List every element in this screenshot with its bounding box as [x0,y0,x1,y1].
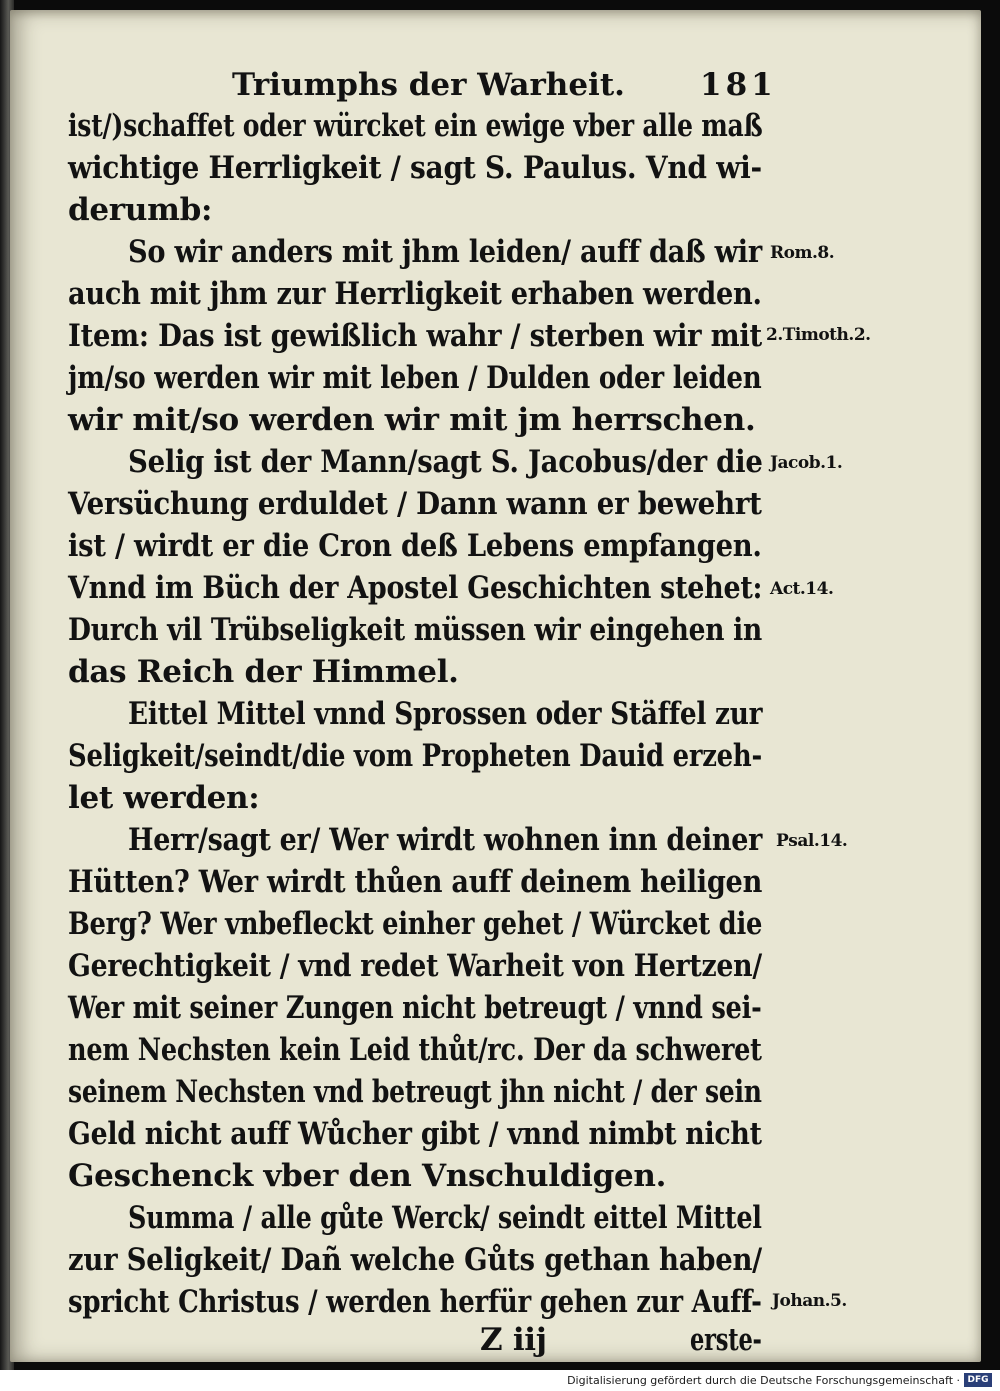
marginal-note: 2.Timoth.2. [766,325,871,345]
page-text-area [10,10,981,1362]
body-line: wir mit/so werden wir mit jm herrschen. [68,402,756,438]
marginal-note: Rom.8. [770,243,835,263]
body-line: auch mit jhm zur Herrligkeit erhaben werden. [68,276,762,312]
body-line: derumb: [68,192,213,228]
body-line: seinem Nechsten vnd betreugt jhn nicht / der sein [68,1074,762,1110]
body-line: nem Nechsten kein Leid thůt/rc. Der da schweret [68,1032,762,1068]
body-line: So wir anders mit jhm leiden/ auff daß wir [128,234,762,270]
body-line: Durch vil Trübseligkeit müssen wir eingehen in [68,612,762,648]
footer-bar [0,1370,1000,1391]
body-line: ist/)schaffet oder würcket ein ewige vber alle maß [68,108,763,144]
body-line: Vnnd im Büch der Apostel Geschichten stehet: [68,570,763,606]
dfg-logo: DFG [964,1373,992,1387]
marginal-note: Act.14. [770,579,834,599]
body-line: Geld nicht auff Wůcher gibt / vnnd nimbt nicht [68,1116,762,1152]
body-line: Herr/sagt er/ Wer wirdt wohnen inn deiner [128,822,763,858]
body-line: spricht Christus / werden herfür gehen zur Auff- [68,1284,762,1320]
body-line: ist / wirdt er die Cron deß Lebens empfangen. [68,528,762,564]
body-line: Item: Das ist gewißlich wahr / sterben wir mit [68,318,762,354]
body-line: Selig ist der Mann/sagt S. Jacobus/der die [128,444,763,480]
marginal-note: Jacob.1. [770,453,843,473]
body-line: Hütten? Wer wirdt thůen auff deinem heiligen [68,864,763,900]
body-line: wichtige Herrligkeit / sagt S. Paulus. Vnd wi- [68,150,762,186]
body-line: Gerechtigkeit / vnd redet Warheit von Hertzen/ [68,948,762,984]
body-line: jm/so werden wir mit leben / Dulden oder leiden [68,360,762,396]
marginal-note: Johan.5. [772,1291,847,1311]
body-line: Wer mit seiner Zungen nicht betreugt / vnnd sei- [68,990,762,1026]
body-line: Berg? Wer vnbefleckt einher gehet / Würcket die [68,906,763,942]
body-line: das Reich der Himmel. [68,654,459,690]
body-line: Versüchung erduldet / Dann wann er bewehrt [68,486,762,522]
page-number: 181 [700,67,777,103]
body-line: Seligkeit/seindt/die vom Propheten Dauid erzeh- [68,738,762,774]
marginal-note: Psal.14. [776,831,848,851]
funding-credit: Digitalisierung gefördert durch die Deutsche Forschungsgemeinschaft · [567,1374,960,1387]
catchword: erste- [690,1322,762,1358]
signature-mark: Z iij [480,1322,547,1358]
body-line: zur Seligkeit/ Dañ welche Gůts gethan haben/ [68,1242,762,1278]
running-head-title: Triumphs der Warheit. [232,67,625,103]
body-line: Eittel Mittel vnnd Sprossen oder Stäffel zur [128,696,763,732]
body-line: Summa / alle gůte Werck/ seindt eittel Mittel [128,1200,762,1236]
body-line: Geschenck vber den Vnschuldigen. [68,1158,667,1194]
body-line: let werden: [68,780,260,816]
book-page [10,10,981,1362]
